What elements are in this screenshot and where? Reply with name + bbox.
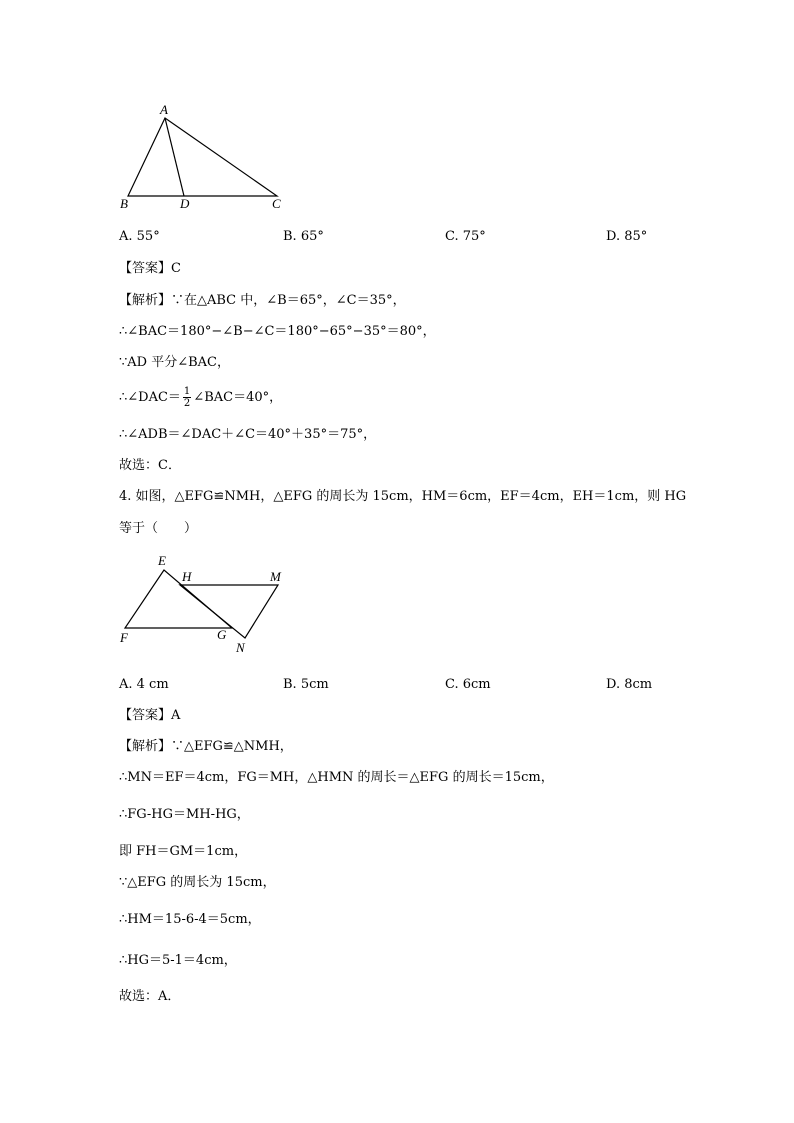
fraction-suffix: ∠BAC＝40°， [193, 390, 283, 405]
option-a: A. 4 cm [119, 677, 169, 692]
option-d: D. 8cm [606, 677, 653, 692]
fraction-denominator: 2 [183, 398, 191, 409]
label-f: F [120, 630, 128, 645]
option-b: B. 5cm [283, 677, 329, 692]
option-c: C. 6cm [445, 677, 491, 692]
option-a: A. 55° [119, 229, 160, 244]
triangle-nmh [180, 585, 278, 638]
label-n: N [236, 640, 245, 655]
triangle-efg [125, 570, 232, 628]
option-d: D. 85° [606, 229, 648, 244]
analysis-line: ∴∠BAC＝180°−∠B−∠C＝180°−65°−35°＝80°， [119, 324, 436, 339]
label-d: D [180, 196, 190, 211]
answer-q3: 【答案】C [119, 261, 181, 276]
analysis-line: ∴∠ADB＝∠DAC＋∠C＝40°＋35°＝75°， [119, 427, 377, 442]
analysis-line: ∴MN＝EF＝4cm，FG＝MH，△HMN 的周长＝△EFG 的周长＝15cm， [119, 770, 554, 785]
option-b: B. 65° [283, 229, 324, 244]
analysis-line: ∴HG＝5-1＝4cm， [119, 953, 237, 968]
question-4: 4. 如图，△EFG≌NMH，△EFG 的周长为 15cm，HM＝6cm，EF＝4cm，EH＝1cm，则 HG [119, 489, 687, 504]
analysis-line: ∴FG-HG＝MH-HG， [119, 807, 250, 822]
analysis-line: 故选：A． [119, 989, 181, 1004]
analysis-line: 【解析】∵△EFG≌△NMH， [119, 739, 293, 754]
question-4-cont: 等于（ ） [119, 521, 198, 536]
fraction-prefix: ∴∠DAC＝ [119, 390, 181, 405]
analysis-line: 故选：C． [119, 458, 181, 473]
label-m: M [270, 569, 281, 584]
label-a: A [160, 102, 168, 117]
analysis-line: 【解析】∵在△ABC 中，∠B＝65°，∠C＝35°， [119, 293, 406, 308]
label-g: G [217, 627, 227, 642]
analysis-line: ∵△EFG 的周长为 15cm， [119, 875, 276, 890]
analysis-line: ∵AD 平分∠BAC， [119, 355, 230, 370]
analysis-line: 即 FH＝GM＝1cm， [119, 844, 248, 859]
label-c: C [272, 196, 281, 211]
label-e: E [158, 553, 166, 568]
label-b: B [120, 196, 128, 211]
fraction-numerator: 1 [183, 386, 191, 397]
option-c: C. 75° [445, 229, 486, 244]
label-h: H [182, 569, 192, 584]
answer-q4: 【答案】A [119, 708, 181, 723]
analysis-line: ∴HM＝15-6-4＝5cm， [119, 912, 261, 927]
